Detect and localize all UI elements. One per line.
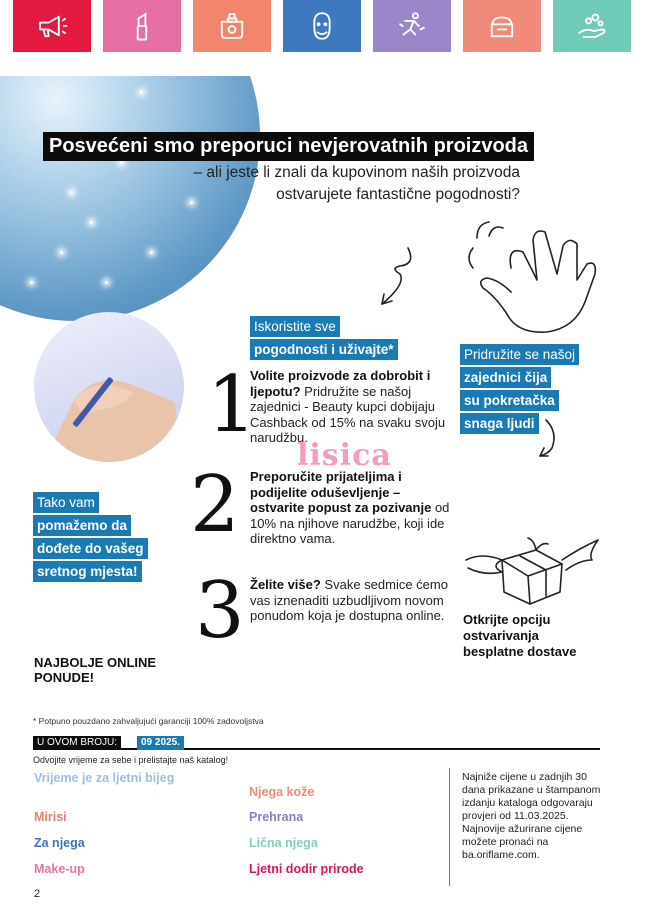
callout-help-line-1: Tako vam — [33, 492, 99, 513]
subheadline-line-1: – ali jeste li znali da kupovinom naših proizvoda — [193, 164, 520, 181]
arrow-down-right-icon — [532, 418, 562, 460]
tab-wellness[interactable] — [373, 0, 451, 52]
step-3-title: Želite više? — [250, 577, 321, 592]
tab-makeup[interactable] — [103, 0, 181, 52]
free-shipping-line-3: besplatne dostave — [463, 644, 577, 659]
category-makeup[interactable]: Make-up — [34, 862, 85, 876]
issue-number: 09 2025. — [137, 736, 184, 750]
category-fragrance[interactable]: Mirisi — [34, 810, 67, 824]
callout-community-line-3: su pokretačka — [460, 390, 559, 411]
callout-enjoy-line-2: pogodnosti i uživajte* — [250, 339, 398, 360]
step-3-body: Svake sedmice ćemo vas iznenaditi uzbudljivom novom ponudom koja je dostupna online. — [250, 577, 448, 623]
subheadline-line-2: ostvarujete fantastične pogodnosti? — [276, 186, 520, 203]
tab-personal-care[interactable] — [553, 0, 631, 52]
wellness-icon — [395, 9, 429, 43]
megaphone-icon — [35, 9, 69, 43]
water-photo — [0, 76, 310, 336]
step-1-title: Volite proizvode za dobrobit i ljepotu? — [250, 368, 431, 399]
category-men[interactable]: Za njega — [34, 836, 85, 850]
tab-skincare[interactable] — [463, 0, 541, 52]
issue-note: Odvojite vrijeme za sebe i prelistajte naš katalog! — [33, 755, 229, 765]
footnote: * Potpuno pouzdano zahvaljujući garanciji 100% zadovoljstva — [33, 716, 264, 726]
price-disclaimer: Najniže cijene u zadnjih 30 dana prikazane u štampanom izdanju kataloga odgovaraju provjeri od 11.03.2025. Najnovije ažurirane cijene možete pronaći na ba.oriflame.com. — [462, 771, 601, 861]
step-3-number: 3 — [195, 566, 245, 656]
step-2-title: Preporučite prijateljima i podijelite oduševljenje – ostvarite popust za pozivanje — [250, 469, 432, 515]
callout-community-line-2: zajednici čija — [460, 367, 551, 388]
category-personal-care[interactable]: Lična njega — [249, 836, 318, 850]
in-this-issue-bar — [33, 736, 600, 750]
best-online-offers-label — [34, 655, 156, 685]
page-number: 2 — [34, 888, 41, 900]
lisica-watermark: lisica — [297, 438, 392, 473]
tab-men[interactable] — [283, 0, 361, 52]
tab-promotions[interactable] — [13, 0, 91, 52]
category-nutrition[interactable]: Prehrana — [249, 810, 304, 824]
callout-help-line-4: sretnog mjesta! — [33, 561, 142, 582]
flying-gift-box-icon — [462, 530, 602, 610]
callout-enjoy-line-1: Iskoristite sve — [250, 316, 340, 337]
best-online-offers-line-1: NAJBOLJE ONLINE — [34, 655, 157, 670]
page-headline: Posvećeni smo preporuci nevjerovatnih proizvoda — [43, 132, 534, 161]
best-online-offers-line-2: PONUDE! — [34, 670, 94, 685]
step-1-text — [250, 368, 450, 446]
category-summer-escape[interactable]: Vrijeme je za ljetni bijeg — [34, 771, 175, 785]
man-face-icon — [305, 9, 339, 43]
arrow-down-left-icon — [372, 244, 418, 312]
free-shipping-line-2: ostvarivanja — [463, 628, 539, 643]
perfume-icon — [215, 9, 249, 43]
waving-hand-icon — [463, 218, 613, 348]
free-shipping-label — [463, 612, 576, 660]
free-shipping-line-1: Otkrijte opciju — [463, 612, 551, 627]
step-1-number: 1 — [207, 360, 257, 450]
callout-help-line-2: pomažemo da — [33, 515, 131, 536]
writing-hand-photo — [34, 312, 184, 462]
cream-jar-icon — [485, 9, 519, 43]
tab-fragrance[interactable] — [193, 0, 271, 52]
vertical-divider — [449, 768, 450, 886]
step-1-body: Pridružite se našoj zajednici - Beauty kupci dobijaju Cashback od 15% na svaku svoju narudžbu. — [250, 383, 446, 445]
lipstick-icon — [125, 9, 159, 43]
callout-help — [33, 492, 148, 584]
step-2-text — [250, 469, 450, 547]
step-2-number: 2 — [190, 460, 240, 550]
callout-community-line-1: Pridružite se našoj — [460, 344, 579, 365]
step-2-body: od 10% na njihove narudžbe, koji ide direktno vama. — [250, 500, 450, 546]
category-skincare[interactable]: Njega kože — [249, 785, 315, 799]
in-this-issue-label: U OVOM BROJU: — [33, 736, 121, 750]
category-tabs — [13, 0, 641, 52]
category-summer-nature[interactable]: Ljetni dodir prirode — [249, 862, 364, 876]
callout-enjoy — [250, 316, 398, 362]
callout-community-line-4: snaga ljudi — [460, 413, 539, 434]
step-3-text — [250, 577, 450, 624]
callout-help-line-3: dođete do vašeg — [33, 538, 148, 559]
hand-foam-icon — [575, 9, 609, 43]
